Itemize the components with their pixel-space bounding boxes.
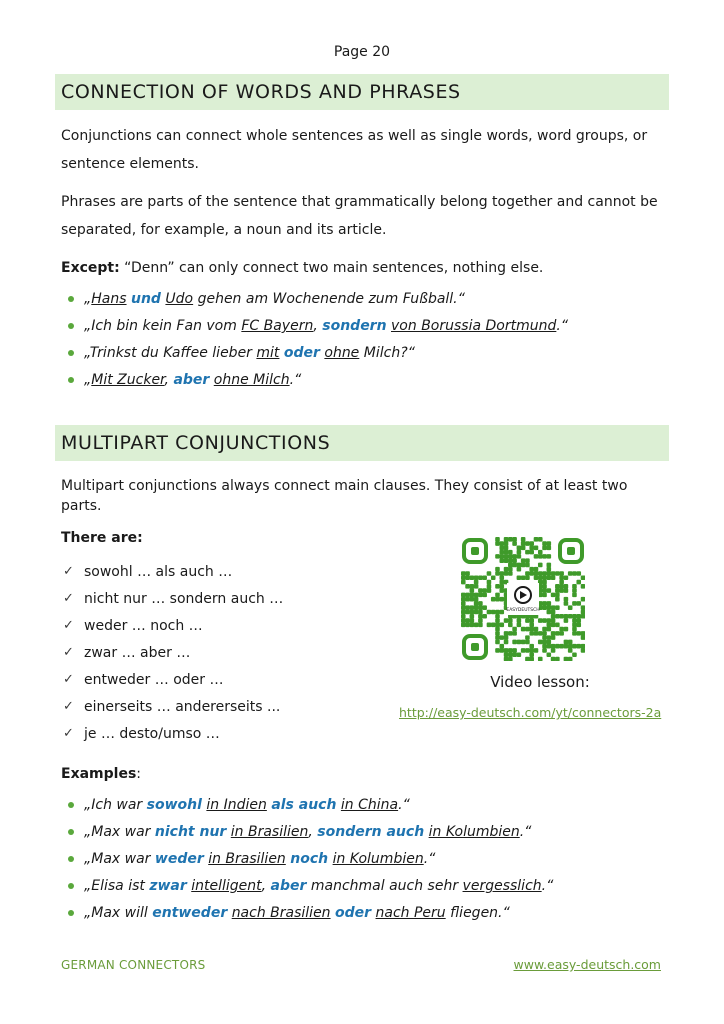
underlined-phrase: vergesslich [462, 878, 542, 894]
bullet-icon [68, 323, 74, 329]
example-text: „Trinkst du Kaffee lieber [84, 345, 257, 361]
underlined-phrase: in Brasilien [230, 824, 309, 840]
bullet-icon [68, 829, 74, 835]
example-text: „Elisa ist [84, 878, 150, 894]
bullet-icon [68, 910, 74, 916]
conjunction-keyword: aber [173, 372, 210, 388]
multipart-intro: Multipart conjunctions always connect main clauses. They consist of at least two parts. [61, 478, 628, 514]
multipart-example-item [84, 849, 435, 869]
checkmark-icon: ✓ [63, 726, 74, 741]
bullet-icon [68, 350, 74, 356]
example-text: fliegen.“ [445, 905, 510, 921]
conjunction-keyword: entweder [152, 905, 228, 921]
qr-logo-caption: EASYDEUTSCH [506, 608, 540, 613]
example-text: .“ [423, 851, 436, 867]
example-text: „Max will [84, 905, 153, 921]
example-text: .“ [289, 372, 302, 388]
underlined-phrase: nach Peru [375, 905, 446, 921]
checkmark-icon: ✓ [63, 618, 74, 633]
examples-label: Examples: [61, 766, 141, 782]
underlined-phrase: mit [256, 345, 280, 361]
section-heading-connection: CONNECTION OF WORDS AND PHRASES [55, 74, 669, 110]
checkmark-icon: ✓ [63, 672, 74, 687]
conjunction-keyword: oder [335, 905, 372, 921]
example-text: „ [84, 372, 92, 388]
underlined-phrase: in Kolumbien [332, 851, 424, 867]
example-text: manchmal auch sehr [306, 878, 463, 894]
qr-code[interactable] [461, 537, 585, 661]
video-lesson-label: Video lesson: [490, 673, 590, 691]
conjunction-keyword: weder [154, 851, 204, 867]
underlined-phrase: Mit Zucker [91, 372, 165, 388]
example-text: „Max war [84, 851, 155, 867]
checkmark-icon: ✓ [63, 645, 74, 660]
example-text: , [261, 878, 271, 894]
underlined-phrase: in China [340, 797, 399, 813]
underlined-phrase: in Brasilien [208, 851, 286, 867]
example-text: .“ [541, 878, 554, 894]
example-text: , [164, 372, 174, 388]
conjunction-keyword: sondern [322, 318, 387, 334]
underlined-phrase: Udo [165, 291, 194, 307]
example-text: Milch?“ [359, 345, 415, 361]
example-item [84, 316, 568, 336]
example-text: „Ich bin kein Fan vom [84, 318, 242, 334]
example-item [84, 370, 301, 390]
multipart-example-item [84, 876, 553, 896]
example-text: „ [84, 291, 92, 307]
multipart-example-item [84, 903, 510, 923]
checkmark-icon: ✓ [63, 564, 74, 579]
example-text: .“ [556, 318, 569, 334]
conjunction-keyword: zwar [149, 878, 187, 894]
underlined-phrase: intelligent [191, 878, 262, 894]
example-item [84, 343, 415, 363]
bullet-icon [68, 856, 74, 862]
conjunction-keyword: und [131, 291, 161, 307]
underlined-phrase: in Indien [206, 797, 267, 813]
underlined-phrase: FC Bayern [241, 318, 314, 334]
bullet-icon [68, 883, 74, 889]
page-number: Page 20 [333, 44, 391, 60]
conjunction-keyword: aber [270, 878, 307, 894]
example-item [84, 289, 465, 309]
example-text: .“ [519, 824, 532, 840]
bullet-icon [68, 802, 74, 808]
underlined-phrase: ohne Milch [213, 372, 290, 388]
conjunction-keyword: sondern auch [317, 824, 425, 840]
conjunction-keyword: oder [283, 345, 320, 361]
conjunction-keyword: noch [290, 851, 329, 867]
except-text: “Denn” can only connect two main sentences, nothing else. [119, 260, 544, 276]
bullet-icon [68, 377, 74, 383]
conjunction-pair: ✓ nicht nur … sondern auch … [63, 591, 284, 607]
checkmark-icon: ✓ [63, 591, 74, 606]
conjunction-pair: ✓ weder … noch … [63, 618, 203, 634]
conjunction-pair: ✓ zwar … aber … [63, 645, 191, 661]
underlined-phrase: in Kolumbien [428, 824, 520, 840]
bullet-icon [68, 296, 74, 302]
section-heading-multipart: MULTIPART CONJUNCTIONS [55, 425, 669, 461]
conjunction-keyword: sowohl [146, 797, 202, 813]
conjunction-keyword: nicht nur [154, 824, 227, 840]
underlined-phrase: Hans [91, 291, 127, 307]
underlined-phrase: von Borussia Dortmund [391, 318, 557, 334]
intro-paragraph-1: Conjunctions can connect whole sentences as well as single words, word groups, or sentence elements. [61, 128, 648, 172]
except-note [61, 254, 661, 282]
conjunction-keyword: als auch [271, 797, 337, 813]
example-text: „Max war [84, 824, 155, 840]
except-label: Except: [61, 260, 120, 276]
qr-code-graphic [461, 537, 585, 661]
example-text: „Ich war [84, 797, 147, 813]
multipart-example-item [84, 795, 410, 815]
footer-title: GERMAN CONNECTORS [61, 958, 206, 972]
example-text: , [313, 318, 323, 334]
multipart-example-item [84, 822, 531, 842]
example-text: .“ [398, 797, 410, 813]
example-text: gehen am Wochenende zum Fußball.“ [193, 291, 465, 307]
example-text: , [308, 824, 318, 840]
checkmark-icon: ✓ [63, 699, 74, 714]
conjunction-pair: ✓ entweder … oder … [63, 672, 224, 688]
underlined-phrase: ohne [324, 345, 360, 361]
conjunction-pair: ✓ sowohl … als auch … [63, 564, 233, 580]
video-lesson-link[interactable]: http://easy-deutsch.com/yt/connectors-2a [399, 705, 662, 720]
intro-paragraph-2: Phrases are parts of the sentence that grammatically belong together and cannot be separated, for example, a noun and its article. [61, 194, 658, 238]
conjunction-pair: ✓ einerseits … andererseits ... [63, 699, 281, 715]
conjunction-pair: ✓ je … desto/umso … [63, 726, 220, 742]
underlined-phrase: nach Brasilien [231, 905, 331, 921]
there-are-label: There are: [61, 530, 143, 546]
footer-website-link[interactable]: www.easy-deutsch.com [513, 957, 661, 972]
